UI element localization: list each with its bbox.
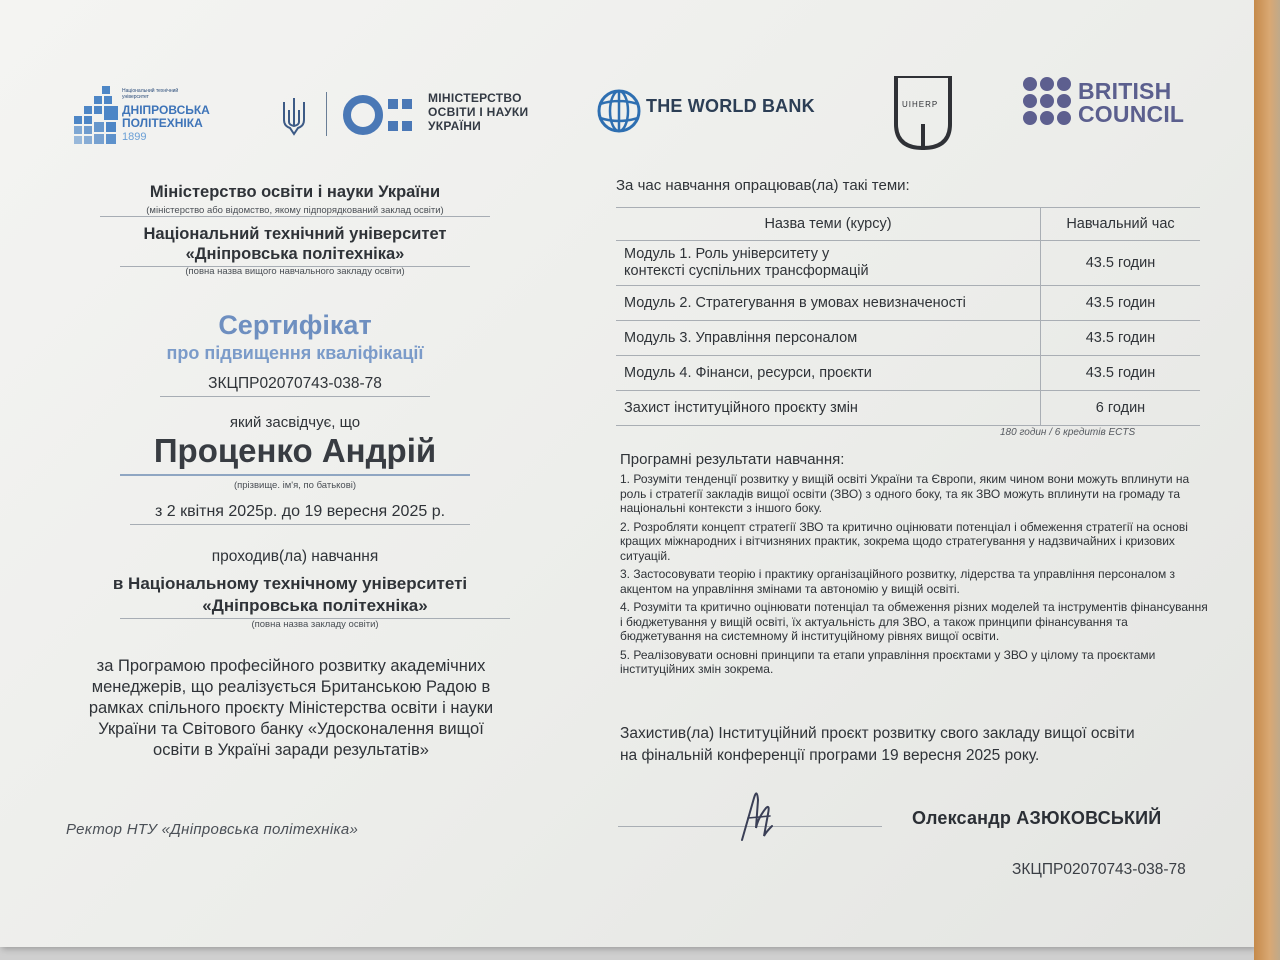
study-university-note: (повна назва закладу освіти)	[251, 619, 379, 630]
dp-logo-small-text: Національний технічний університет	[122, 88, 179, 100]
ministry-logo-mark-icon	[342, 94, 420, 136]
dp-logo-name	[122, 104, 210, 130]
topic-name-line2: контексті суспільних трансформацій	[624, 263, 869, 279]
ministry-note: (міністерство або відомство, якому підпорядкований заклад освіти)	[100, 205, 490, 217]
world-bank-logo-text: THE WORLD BANK	[646, 96, 815, 116]
topic-name: Модуль 4. Фінанси, ресурси, проєкти	[616, 356, 1041, 391]
background-edge	[1254, 0, 1280, 960]
ministry-logo-line2: ОСВІТИ І НАУКИ	[428, 105, 529, 119]
table-row	[616, 286, 1200, 321]
list-item: 4. Розуміти та критично оцінювати потенціал та обмеження різних моделей та інструментів фінансування і бюджетування у вищій освіті, їх актуальність для ЗВО, а також принципи фінансування та бюджетування на системному й інституційному рівнях вищої освіти.	[620, 600, 1208, 643]
recipient-name: Проценко Андрій	[120, 432, 470, 476]
table-row	[616, 241, 1200, 286]
british-council-line1: BRITISH	[1078, 78, 1172, 104]
topic-name: Захист інституційного проєкту змін	[616, 391, 1041, 426]
university-note: (повна назва вищого навчального закладу освіти)	[185, 266, 405, 277]
list-item: 2. Розробляти концепт стратегії ЗВО та критично оцінювати потенціал і обмеження стратегії на основі кращих міжнародних і вітчизняних практик, зокрема щодо стратегування у надзвичайних і кризових ситуацій.	[620, 519, 1188, 563]
certificate-number-bottom: ЗКЦПР02070743-038-78	[1012, 861, 1186, 878]
topic-name	[616, 241, 1041, 286]
british-council-dots-icon	[1022, 76, 1072, 126]
table-row	[616, 356, 1200, 391]
ects-note: 180 годин / 6 кредитів ECTS	[1000, 427, 1136, 438]
table-row	[616, 391, 1200, 426]
uiherp-logo-text: UIHERP	[902, 100, 939, 109]
topic-hours: 43.5 годин	[1041, 241, 1201, 286]
program-line: України та Світового банку «Удосконалення вищої	[98, 720, 484, 738]
study-dates: з 2 квітня 2025р. до 19 вересня 2025 р.	[130, 503, 470, 525]
program-line: менеджерів, що реалізується Британською Радою в	[91, 678, 491, 696]
dnipro-polytechnic-logo	[72, 86, 242, 148]
ministry-logo-line3: УКРАЇНИ	[428, 119, 482, 133]
results-list	[620, 472, 1210, 681]
topic-hours: 43.5 годин	[1041, 321, 1201, 356]
defended-statement	[620, 723, 1220, 767]
british-council-logo-text	[1078, 80, 1184, 126]
dp-logo-year: 1899	[122, 131, 147, 143]
topics-table	[616, 207, 1200, 426]
list-item: 3. Застосовувати теорію і практику організаційного розвитку, лідерства та управління персоналом з акцентом на управління змінами та автономію у вищій освіті.	[620, 567, 1176, 596]
list-item: 1. Розуміти тенденції розвитку у вищій освіті України та Європи, яким чином вони можуть вплинути на роль і стратегії закладів вищої освіти (ЗВО) з одного боку, та як ЗВО можуть вплинути на громаду та національні контексти з іншого боку.	[620, 472, 1190, 515]
topic-name-line1: Модуль 1. Роль університету у	[624, 246, 830, 262]
study-university-line2: «Дніпровська політехніка»	[120, 596, 510, 619]
program-description	[56, 656, 526, 761]
study-university-line1: в Національному технічному університеті	[112, 574, 468, 593]
uiherp-logo-icon	[890, 72, 956, 152]
topic-hours: 43.5 годин	[1041, 286, 1201, 321]
british-council-line2: COUNCIL	[1078, 101, 1185, 127]
dp-squares-icon	[72, 86, 120, 144]
topics-intro: За час навчання опрацював(ла) такі теми:	[616, 177, 910, 194]
trident-icon	[280, 96, 308, 136]
results-title: Програмні результати навчання:	[620, 451, 845, 468]
list-item: 5. Реалізовувати основні принципи та етапи управління проєктами у ЗВО у цілому та проєктами інституційних змін зокрема.	[620, 647, 1156, 676]
ministry-logo-text	[428, 91, 528, 133]
university-name-line2: «Дніпровська політехніка»	[120, 245, 470, 267]
program-line: за Програмою професійного розвитку академічних	[96, 657, 486, 675]
program-line: рамках спільного проєкту Міністерства освіти і науки	[88, 699, 494, 717]
defended-line2: на фінальній конференції програми 19 вересня 2025 року.	[620, 747, 1040, 764]
topic-hours: 43.5 годин	[1041, 356, 1201, 391]
ministry-logo-line1: МІНІСТЕРСТВО	[428, 91, 522, 105]
studied-text: проходив(ла) навчання	[211, 548, 379, 565]
table-row	[616, 321, 1200, 356]
hours-column-header: Навчальний час	[1041, 208, 1201, 241]
university-name-line1: Національний технічний університет	[143, 225, 447, 243]
dp-logo-line1: ДНІПРОВСЬКА	[122, 103, 210, 117]
certifies-text: який засвідчує, що	[229, 414, 361, 431]
topics-table-header	[616, 208, 1200, 241]
certificate-number: ЗКЦПР02070743-038-78	[160, 375, 430, 397]
certificate-subtitle: про підвищення кваліфікації	[166, 343, 424, 363]
ministry-name: Міністерство освіти і науки України	[149, 183, 441, 201]
topic-column-header: Назва теми (курсу)	[616, 208, 1041, 241]
world-bank-globe-icon	[596, 88, 642, 134]
program-line: освіти в Україні заради результатів»	[153, 741, 429, 759]
topic-name: Модуль 3. Управління персоналом	[616, 321, 1041, 356]
signer-name: Олександр АЗЮКОВСЬКИЙ	[912, 808, 1162, 828]
rector-title: Ректор НТУ «Дніпровська політехніка»	[66, 821, 359, 838]
dp-logo-line2: ПОЛІТЕХНІКА	[122, 116, 203, 130]
defended-line1: Захистив(ла) Інституційний проєкт розвитку свого закладу вищої освіти	[620, 725, 1135, 742]
topic-name: Модуль 2. Стратегування в умовах невизначеності	[616, 286, 1041, 321]
certificate-title: Сертифікат	[218, 310, 372, 340]
topic-hours: 6 годин	[1041, 391, 1201, 426]
ministry-logo-divider	[326, 92, 327, 136]
recipient-name-note: (прізвище. ім'я, по батькові)	[233, 480, 357, 491]
signature-icon	[730, 778, 790, 848]
